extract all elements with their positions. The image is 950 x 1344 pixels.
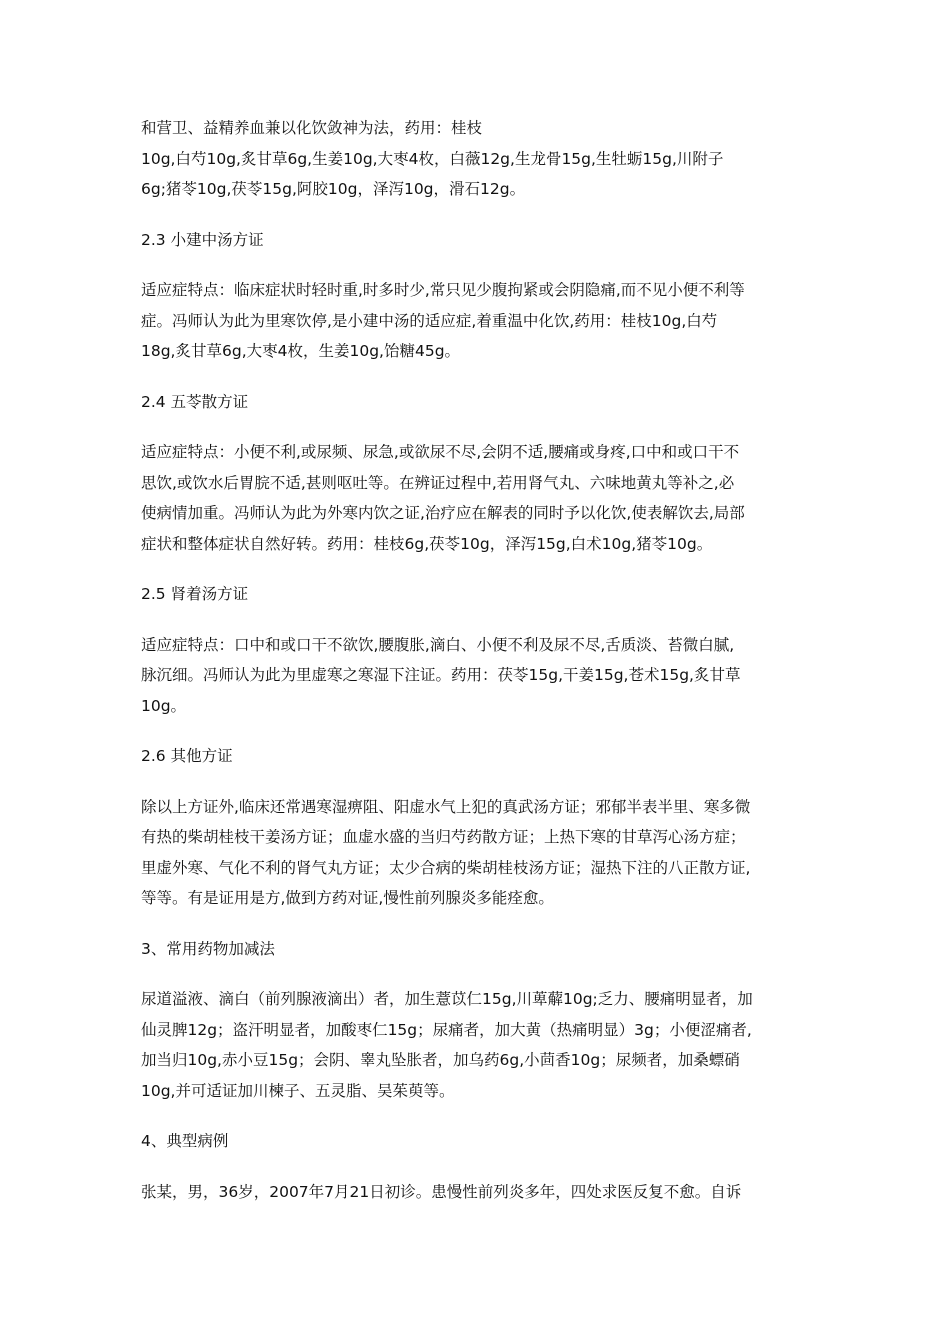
spacer — [141, 205, 831, 225]
text-line: 10g。 — [141, 696, 187, 715]
text-line: 症状和整体症状自然好转。药用：桂枝6g,茯苓10g，泽泻15g,白术10g,猪苓10g。 — [141, 534, 713, 553]
spacer — [141, 255, 831, 275]
paragraph — [141, 275, 831, 367]
spacer — [141, 1157, 831, 1177]
spacer — [141, 1106, 831, 1126]
text-line: 症。冯师认为此为里寒饮停,是小建中汤的适应症,着重温中化饮,药用：桂枝10g,白芍 — [141, 311, 718, 330]
spacer — [141, 964, 831, 984]
section-heading: 4、典型病例 — [141, 1132, 229, 1150]
text-line: 仙灵脾12g；盗汗明显者，加酸枣仁15g；尿痛者，加大黄（热痛明显）3g；小便涩痛者, — [141, 1020, 752, 1039]
spacer — [141, 417, 831, 437]
text-line: 加当归10g,赤小豆15g；会阴、睾丸坠胀者，加乌药6g,小茴香10g；尿频者，加桑螵硝 — [141, 1051, 740, 1069]
text-line: 尿道溢液、滴白（前列腺液滴出）者，加生薏苡仁15g,川萆薢10g;乏力、腰痛明显者，加 — [141, 990, 753, 1008]
paragraph — [141, 630, 831, 722]
section-heading: 2.3 小建中汤方证 — [141, 230, 264, 249]
spacer — [141, 1207, 831, 1227]
text-line: 张某，男，36岁，2007年7月21日初诊。患慢性前列炎多年，四处求医反复不愈。自诉 — [141, 1182, 742, 1201]
text-line: 里虚外寒、气化不利的肾气丸方证；太少合病的柴胡桂枝汤方证；湿热下注的八正散方证, — [141, 858, 751, 877]
text-line: 适应症特点：临床症状时轻时重,时多时少,常只见少腹拘紧或会阴隐痛,而不见小便不利等 — [141, 281, 745, 299]
text-line: 脉沉细。冯师认为此为里虚寒之寒湿下注证。药用：茯苓15g,干姜15g,苍术15g,炙甘草 — [141, 666, 741, 684]
section-heading: 3、常用药物加减法 — [141, 939, 275, 958]
text-line: 使病情加重。冯师认为此为外寒内饮之证,治疗应在解表的同时予以化饮,使表解饮去,局部 — [141, 504, 745, 522]
paragraph — [141, 113, 831, 205]
spacer — [141, 721, 831, 741]
spacer — [141, 772, 831, 792]
spacer — [141, 914, 831, 934]
section-heading: 2.4 五苓散方证 — [141, 392, 249, 411]
text-line: 适应症特点：口中和或口干不欲饮,腰腹胀,滴白、小便不利及尿不尽,舌质淡、苔微白腻, — [141, 635, 735, 654]
paragraph — [141, 1177, 831, 1208]
text-line: 等等。有是证用是方,做到方药对证,慢性前列腺炎多能痊愈。 — [141, 889, 554, 907]
text-line: 18g,炙甘草6g,大枣4枚，生姜10g,饴糖45g。 — [141, 342, 461, 360]
text-line: 10g,白芍10g,炙甘草6g,生姜10g,大枣4枚，白薇12g,生龙骨15g,生牡蛎15g,川附子 — [141, 149, 724, 168]
spacer — [141, 610, 831, 630]
section-heading: 2.6 其他方证 — [141, 747, 233, 765]
paragraph — [141, 437, 831, 559]
text-line: 除以上方证外,临床还常遇寒湿痹阻、阳虚水气上犯的真武汤方证；邪郁半表半里、寒多微 — [141, 797, 751, 816]
paragraph — [141, 792, 831, 914]
text-line: 6g;猪苓10g,茯苓15g,阿胶10g，泽泻10g，滑石12g。 — [141, 180, 526, 198]
spacer — [141, 367, 831, 387]
text-line: 适应症特点：小便不利,或尿频、尿急,或欲尿不尽,会阴不适,腰痛或身疼,口中和或口干不 — [141, 443, 740, 461]
section-heading: 2.5 肾着汤方证 — [141, 585, 249, 603]
text-line: 10g,并可适证加川楝子、五灵脂、吴茱萸等。 — [141, 1081, 455, 1100]
paragraph — [141, 984, 831, 1106]
spacer — [141, 559, 831, 579]
text-line: 有热的柴胡桂枝干姜汤方证；血虚水盛的当归芍药散方证；上热下寒的甘草泻心汤方症； — [141, 828, 746, 846]
text-line: 思饮,或饮水后胃脘不适,甚则呕吐等。在辨证过程中,若用肾气丸、六味地黄丸等补之,必 — [141, 473, 735, 492]
document-page — [141, 113, 831, 1227]
text-line: 和营卫、益精养血兼以化饮敛神为法，药用：桂枝 — [141, 119, 483, 137]
